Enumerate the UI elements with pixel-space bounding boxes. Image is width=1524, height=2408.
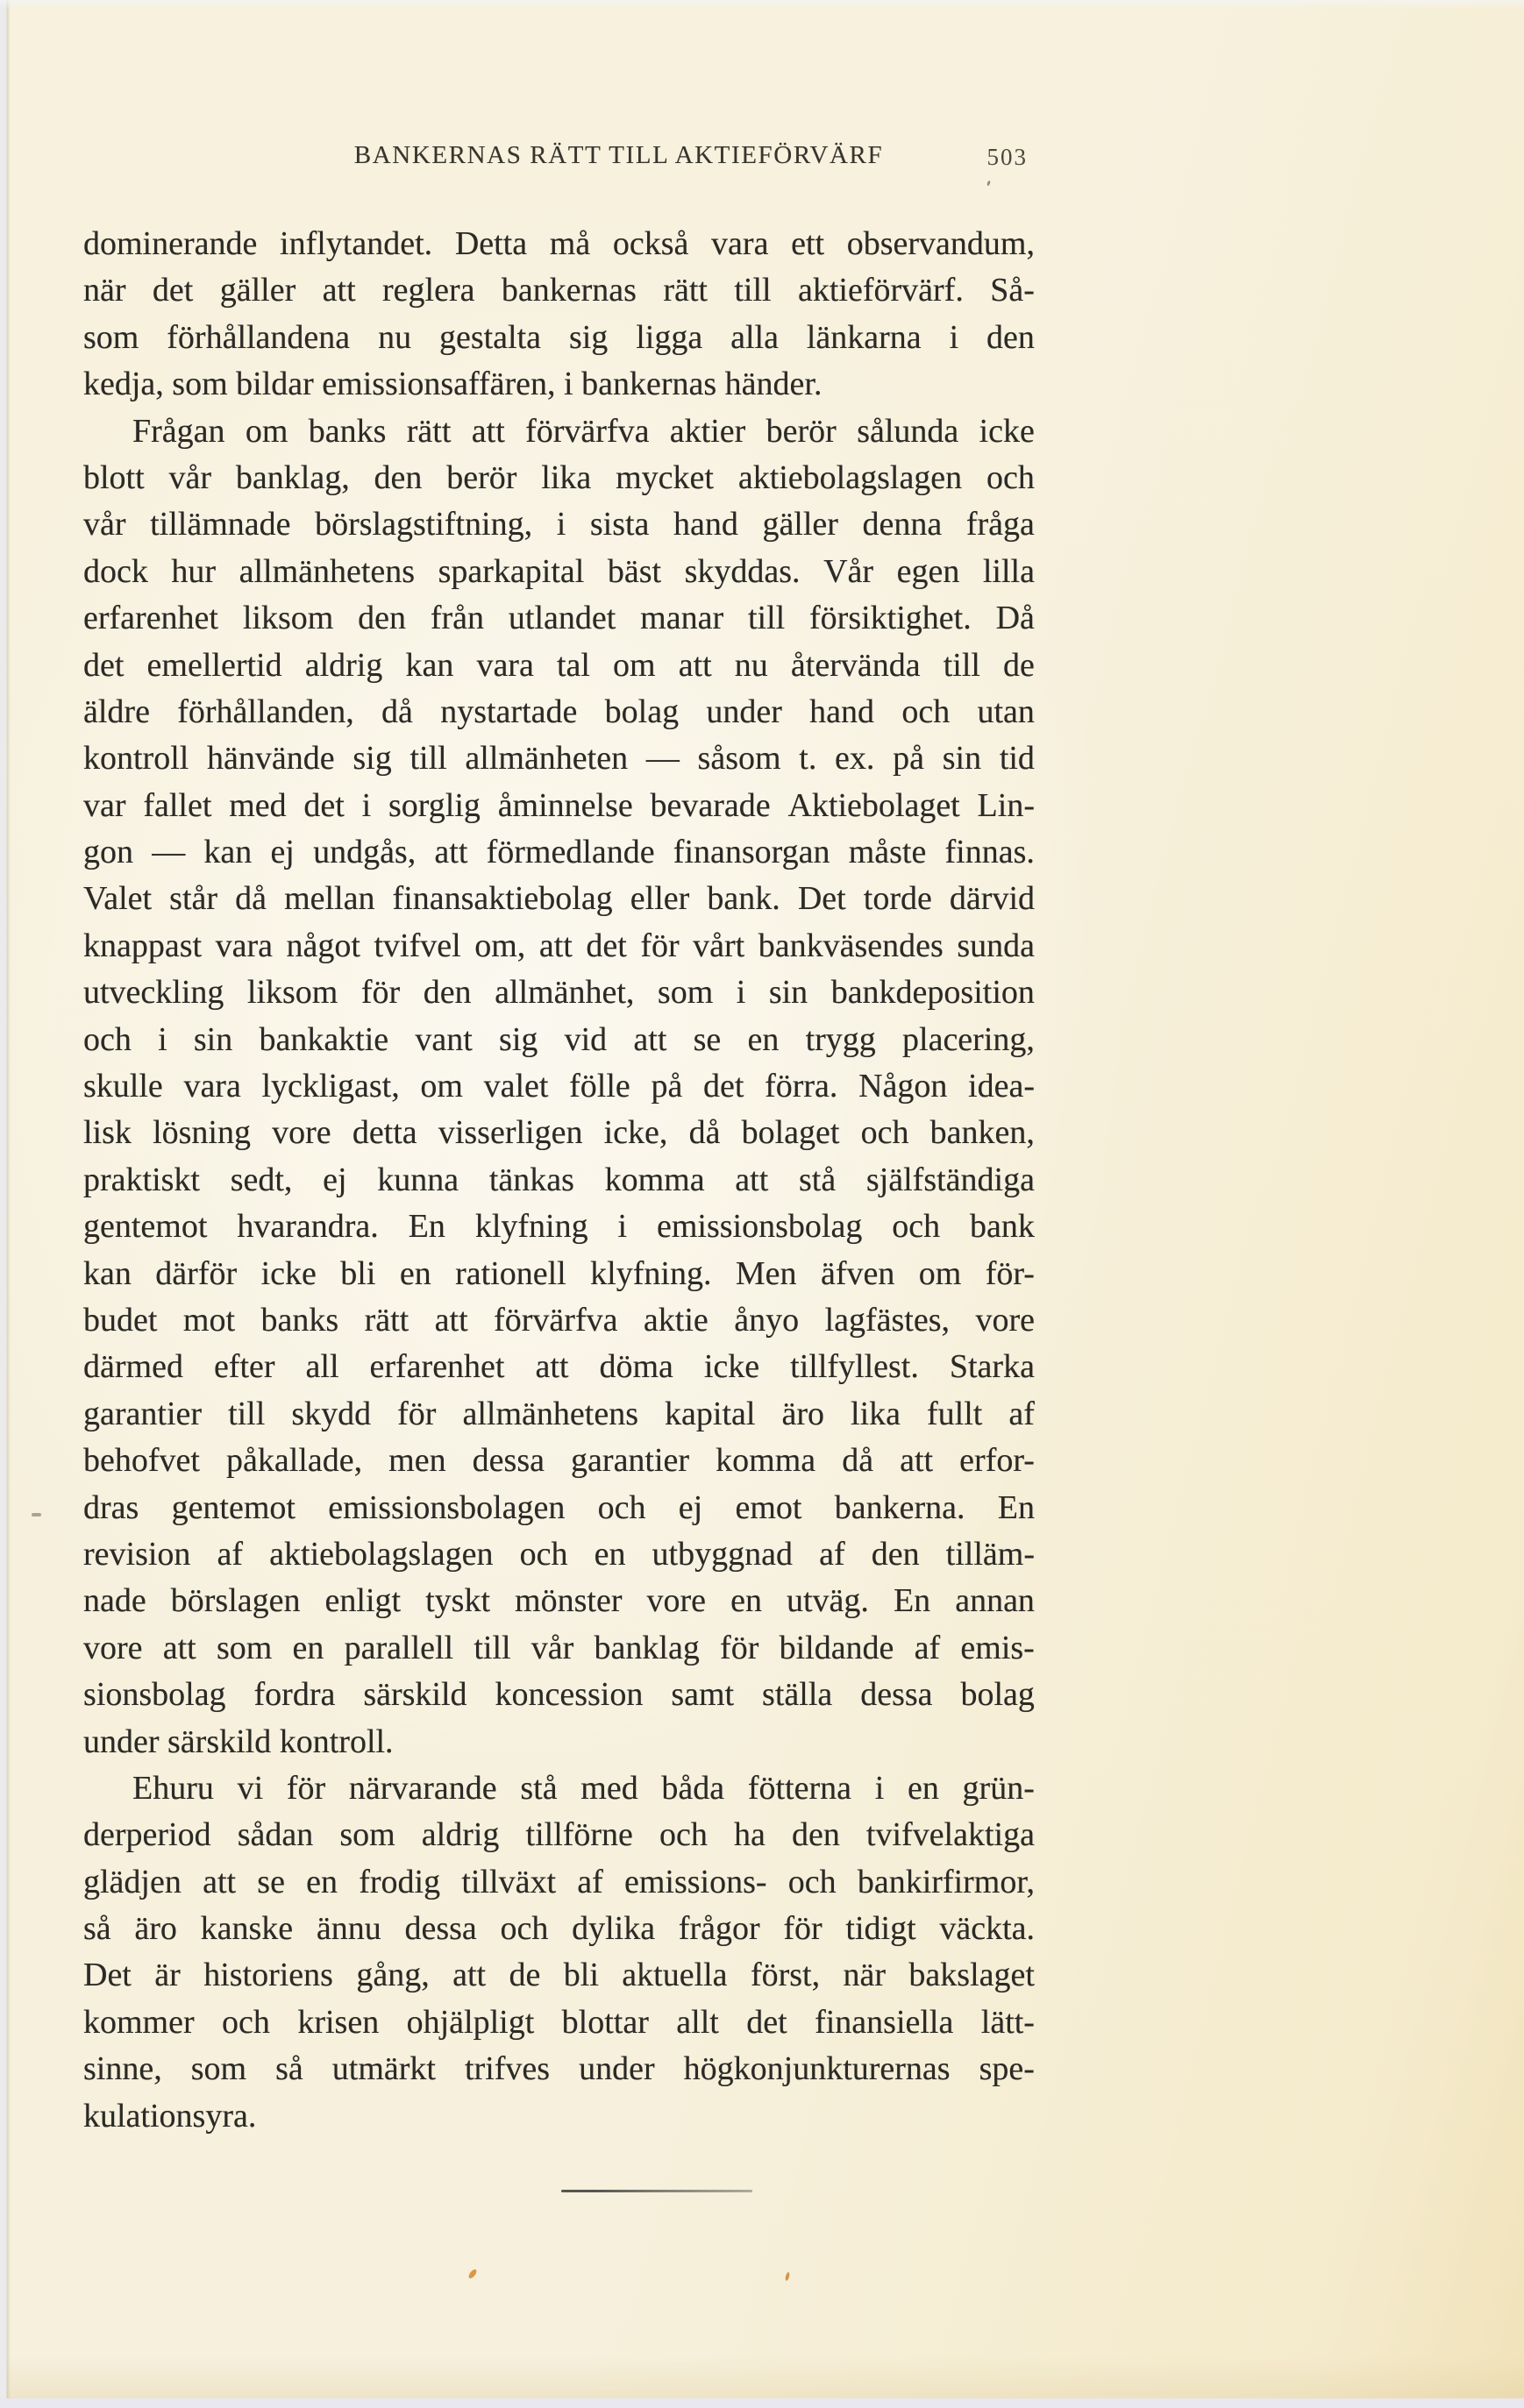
text-line: kommer och krisen ohjälpligt blottar allt det finansiella lätt- (83, 2003, 1035, 2041)
text-line: Frågan om banks rätt att förvärfva aktier berör sålunda icke (132, 412, 1035, 450)
running-title: BANKERNAS RÄTT TILL AKTIEFÖRVÄRF (353, 141, 884, 169)
text-line: glädjen att se en frodig tillväxt af emissions- och bankirfirmor, (83, 1863, 1035, 1900)
text-line: utveckling liksom för den allmänhet, som i sin bankdeposition (83, 974, 1035, 1012)
text-line: under särskild kontroll. (83, 1723, 394, 1760)
text-line: derperiod sådan som aldrig tillförne och ha den tvifvelaktiga (83, 1816, 1035, 1854)
text-line: knappast vara något tvifvel om, att det för vårt bankväsendes sunda (83, 927, 1035, 964)
text-line: Det är historiens gång, att de bli aktuella först, när bakslaget (83, 1957, 1035, 1994)
text-line: vår tillämnade börslagstiftning, i sista hand gäller denna fråga (83, 506, 1035, 543)
text-line: nade börslagen enligt tyskt mönster vore en utväg. En annan (83, 1582, 1035, 1620)
scan-left-edge (0, 0, 11, 2408)
text-line: kan därför icke bli en rationell klyfning. Men äfven om för- (83, 1254, 1035, 1292)
text-line: dras gentemot emissionsbolagen och ej emot bankerna. En (83, 1488, 1035, 1526)
text-line: gon — kan ej undgås, att förmedlande finansorgan måste finnas. (83, 834, 1035, 871)
ink-smudge (32, 1513, 41, 1517)
text-line: det emellertid aldrig kan vara tal om att nu återvända till de (83, 646, 1035, 684)
page-number: 503 (986, 144, 1028, 170)
text-line: dominerande inflytandet. Detta må också vara ett observandum, (83, 225, 1035, 262)
paper-fleck (467, 2268, 478, 2279)
text-line: vore att som en parallell till vår banklag för bildande af emis- (83, 1629, 1035, 1666)
text-line: därmed efter all erfarenhet att döma icke tillfyllest. Starka (83, 1348, 1035, 1386)
text-line: när det gäller att reglera bankernas rätt till aktieförvärf. Så- (83, 272, 1035, 309)
text-line: skulle vara lyckligast, om valet fölle på det förra. Någon idea- (83, 1068, 1035, 1105)
text-line: sionsbolag fordra särskild koncession samt ställa dessa bolag (83, 1676, 1035, 1714)
text-line: så äro kanske ännu dessa och dylika frågor för tidigt väckta. (83, 1910, 1035, 1948)
page-header (83, 141, 1035, 178)
text-line: dock hur allmänhetens sparkapital bäst skyddas. Vår egen lilla (83, 552, 1035, 590)
text-line: kontroll hänvände sig till allmänheten — såsom t. ex. på sin tid (83, 740, 1035, 778)
text-line: blott vår banklag, den berör lika mycket aktiebolagslagen och (83, 458, 1035, 496)
text-line: kulationsyra. (83, 2097, 257, 2135)
text-line: kedja, som bildar emissionsaffären, i bankernas händer. (83, 366, 823, 403)
text-line: garantier till skydd för allmänhetens kapital äro lika fullt af (83, 1395, 1035, 1432)
section-divider-rule (561, 2190, 752, 2192)
ink-smudge (986, 181, 991, 187)
text-line: som förhållandena nu gestalta sig ligga alla länkarna i den (83, 318, 1035, 356)
paper-fleck (785, 2272, 790, 2282)
scan-bottom-edge (0, 2398, 1524, 2408)
text-line: revision af aktiebolagslagen och en utbyggnad af den tilläm- (83, 1535, 1035, 1573)
text-line: behofvet påkallade, men dessa garantier komma då att erfor- (83, 1442, 1035, 1480)
text-line: lisk lösning vore detta visserligen icke, då bolaget och banken, (83, 1114, 1035, 1152)
text-line: Valet står då mellan finansaktiebolag eller bank. Det torde därvid (83, 880, 1035, 918)
text-line: var fallet med det i sorglig åminnelse bevarade Aktiebolaget Lin- (83, 786, 1035, 824)
text-line: budet mot banks rätt att förvärfva aktie ånyo lagfästes, vore (83, 1301, 1035, 1339)
text-line: sinne, som så utmärkt trifves under högkonjunkturernas spe- (83, 2050, 1035, 2088)
text-line: och i sin bankaktie vant sig vid att se en trygg placering, (83, 1020, 1035, 1058)
text-line: praktiskt sedt, ej kunna tänkas komma att stå själfständiga (83, 1161, 1035, 1198)
text-line: gentemot hvarandra. En klyfning i emissionsbolag och bank (83, 1208, 1035, 1246)
text-line: erfarenhet liksom den från utlandet manar till försiktighet. Då (83, 600, 1035, 637)
text-line: äldre förhållanden, då nystartade bolag under hand och utan (83, 693, 1035, 730)
text-line: Ehuru vi för närvarande stå med båda fötterna i en grün- (132, 1769, 1035, 1807)
body-text (83, 221, 1035, 2140)
scan-top-edge (0, 0, 1524, 9)
